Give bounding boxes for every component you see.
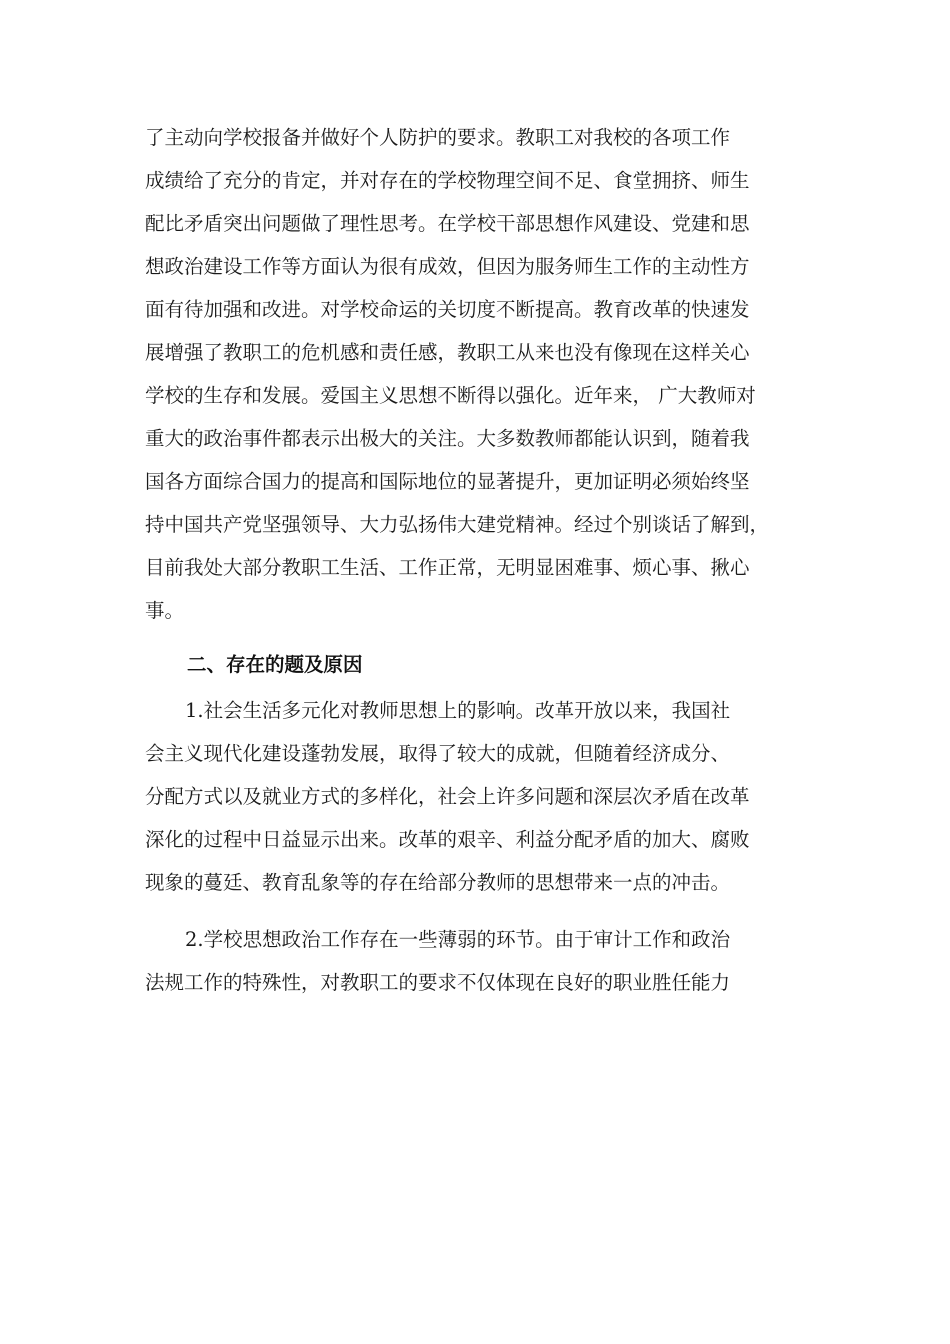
paragraph-line: 持中国共产党坚强领导、大力弘扬伟大建党精神。经过个别谈话了解到，: [145, 513, 770, 536]
item2-line: 2.学校思想政治工作存在一些薄弱的环节。由于审计工作和政治: [185, 928, 731, 951]
paragraph-line: 面有待加强和改进。对学校命运的关切度不断提高。教育改革的快速发: [145, 298, 750, 321]
paragraph-line: 展增强了教职工的危机感和责任感，教职工从来也没有像现在这样关心: [145, 341, 750, 364]
section-heading: 二、存在的题及原因: [187, 653, 363, 676]
paragraph-line: 想政治建设工作等方面认为很有成效，但因为服务师生工作的主动性方: [145, 255, 750, 278]
paragraph-line: 目前我处大部分教职工生活、工作正常，无明显困难事、烦心事、揪心: [145, 556, 750, 579]
item1-line: 分配方式以及就业方式的多样化，社会上许多问题和深层次矛盾在改革: [145, 785, 750, 808]
paragraph-line: 了主动向学校报备并做好个人防护的要求。教职工对我校的各项工作: [145, 126, 731, 149]
paragraph-line: 学校的生存和发展。爱国主义思想不断得以强化。近年来， 广大教师对: [145, 384, 756, 407]
item2-line: 法规工作的特殊性，对教职工的要求不仅体现在良好的职业胜任能力: [145, 971, 731, 994]
item1-line: 1.社会生活多元化对教师思想上的影响。改革开放以来，我国社: [185, 699, 731, 722]
item1-line: 会主义现代化建设蓬勃发展，取得了较大的成就，但随着经济成分、: [145, 742, 731, 765]
paragraph-line: 重大的政治事件都表示出极大的关注。大多数教师都能认识到，随着我: [145, 427, 750, 450]
paragraph-line: 国各方面综合国力的提高和国际地位的显著提升，更加证明必须始终坚: [145, 470, 750, 493]
item1-line: 深化的过程中日益显示出来。改革的艰辛、利益分配矛盾的加大、腐败: [145, 828, 750, 851]
paragraph-line: 事。: [145, 599, 185, 622]
paragraph-line: 成绩给了充分的肯定，并对存在的学校物理空间不足、食堂拥挤、师生: [145, 169, 750, 192]
item1-line: 现象的蔓廷、教育乱象等的存在给部分教师的思想带来一点的冲击。: [145, 871, 731, 894]
paragraph-line: 配比矛盾突出问题做了理性思考。在学校干部思想作风建设、党建和思: [145, 212, 750, 235]
